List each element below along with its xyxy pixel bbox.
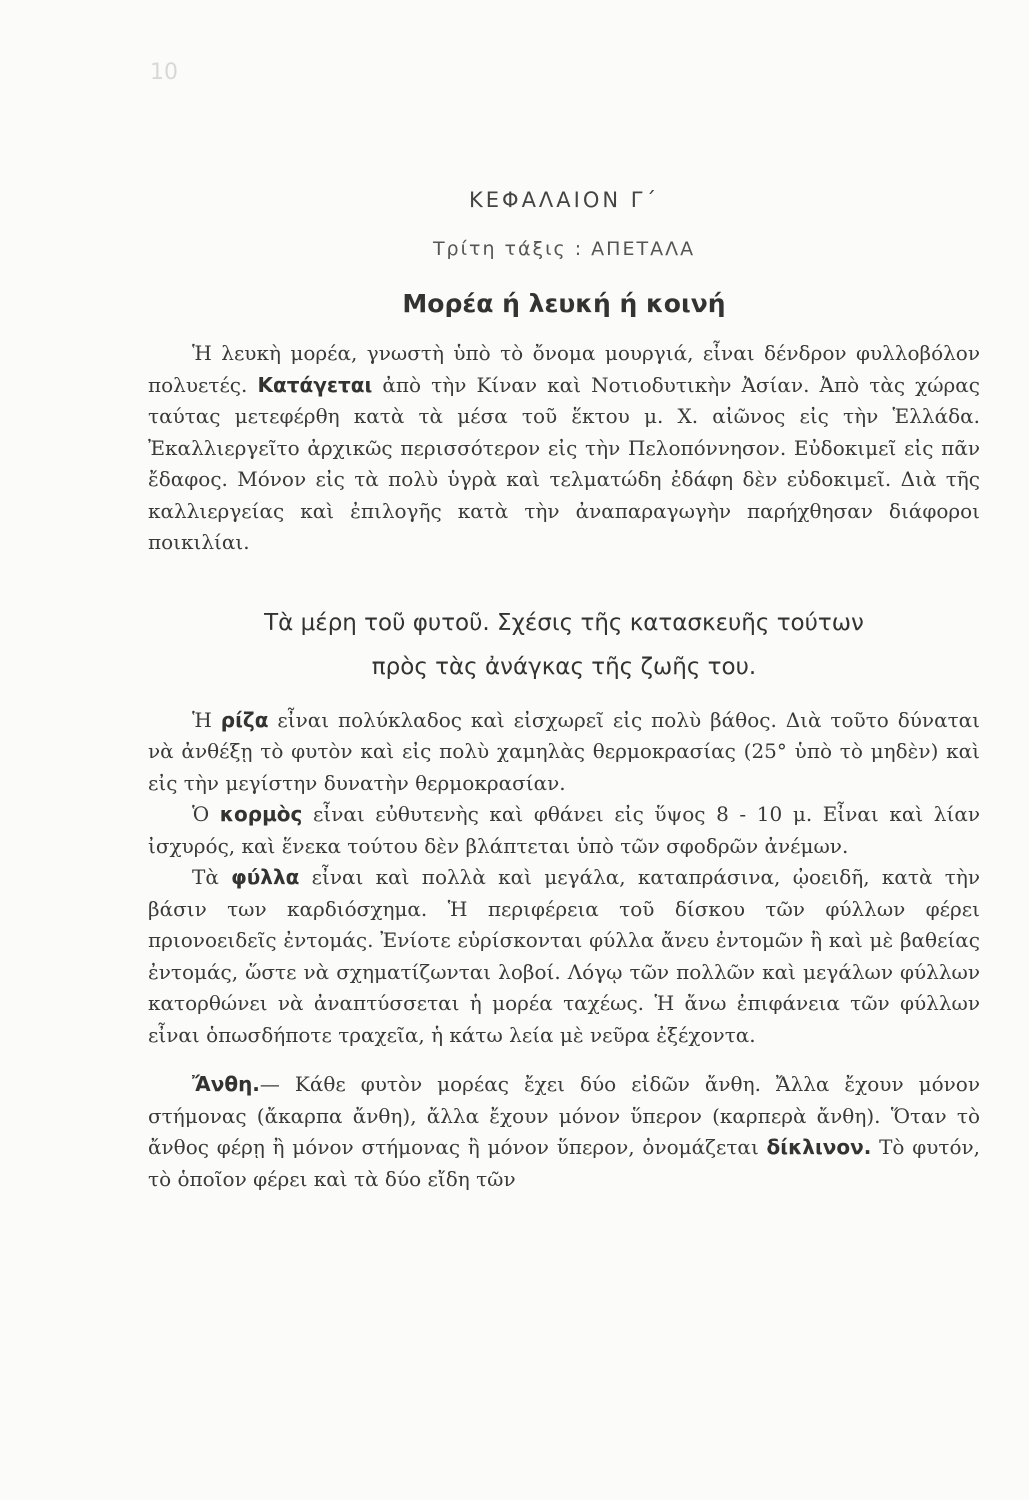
plant-parts-heading-line2: πρὸς τὰς ἀνάγκας τῆς ζωῆς του.: [371, 653, 757, 680]
root-text-a: Ἡ: [192, 707, 212, 732]
page-body: [148, 180, 980, 1195]
intro-text-a: Ἡ λευκὴ μορέα, γνωστὴ ὑπὸ τὸ ὄνομα μουργιά, εἶναι δένδρον φυλλοβόλον πολυετές.: [148, 341, 980, 397]
plant-parts-heading-line1: Τὰ μέρη τοῦ φυτοῦ. Σχέσις τῆς κατασκευῆς τούτων: [264, 609, 864, 636]
leaves-text-b: εἶναι καὶ πολλὰ καὶ μεγάλα, καταπράσινα, ᾠοειδῆ, κατὰ τὴν βάσιν των καρδιόσχημα. Ἡ περιφέρεια τοῦ δίσκου τῶν φύλλων φέρει πριονοειδεῖς ἐντομάς. Ἐνίοτε εὑρίσκονται φύλλα ἄνευ ἐντομῶν ἢ καὶ μὲ βαθείας ἐντομάς, ὥστε νὰ σχηματίζωνται λοβοί. Λόγῳ τῶν πολλῶν καὶ μεγάλων φύλλων κατορθώνει νὰ ἀναπτύσσεται ἡ μορέα ταχέως. Ἡ ἄνω ἐπιφάνεια τῶν φύλλων εἶναι ὁπωσδήποτε τραχεῖα, ἡ κάτω λεία μὲ νεῦρα ἐξέχοντα.: [148, 865, 980, 1047]
order-subtitle: Τρίτη τάξις : ΑΠΕΤΑΛΑ: [432, 238, 696, 260]
trunk-paragraph: [148, 799, 980, 862]
dicline-keyword: δίκλινον.: [766, 1135, 872, 1159]
intro-text-b: ἀπὸ τὴν Κίναν καὶ Νοτιοδυτικὴν Ἀσίαν. Ἀπὸ τὰς χώρας ταύτας μετεφέρθη κατὰ τὰ μέσα τοῦ ἕκτου μ. Χ. αἰῶνος εἰς τὴν Ἑλλάδα. Ἐκαλλιεργεῖτο ἀρχικῶς περισσότερον εἰς τὴν Πελοπόννησον. Εὐδοκιμεῖ εἰς πᾶν ἔδαφος. Μόνον εἰς τὰ πολὺ ὑγρὰ καὶ τελματώδη ἐδάφη δὲν εὐδοκιμεῖ. Διὰ τῆς καλλιεργείας καὶ ἐπιλογῆς κατὰ τὴν ἀναπαραγωγὴν παρήχθησαν διάφοροι ποικιλίαι.: [148, 372, 981, 554]
plant-parts-heading: [148, 601, 980, 689]
leaves-paragraph: [148, 862, 980, 1051]
flowers-text-a: — Κάθε φυτὸν μορέας ἔχει δύο εἰδῶν ἄνθη. Ἄλλα ἔχουν μόνον στήμονας (ἄκαρπα ἄνθη), ἄλλα ἔχουν μόνον ὕπερον (καρπερὰ ἄνθη). Ὅταν τὸ ἄνθος φέρῃ ἢ μόνον στήμονας ἢ μόνον ὕπερον, ὀνομάζεται: [148, 1072, 980, 1159]
leaves-keyword: φύλλα: [231, 865, 300, 889]
section-title: Μορέα ή λευκή ή κοινή: [402, 289, 726, 318]
leaves-text-a: Τὰ: [192, 865, 219, 889]
root-paragraph: [148, 705, 980, 800]
root-keyword: ρίζα: [220, 707, 269, 732]
trunk-text-b: εἶναι εὐθυτενὴς καὶ φθάνει εἰς ὕψος 8 - 10 μ. Εἶναι καὶ λίαν ἰσχυρός, καὶ ἕνεκα τούτου δὲν βλάπτεται ὑπὸ τῶν σφοδρῶν ἀνέμων.: [148, 802, 980, 858]
flowers-text-b: Τὸ φυτόν, τὸ ὁποῖον φέρει καὶ τὰ δύο εἴδη τῶν: [148, 1135, 981, 1191]
chapter-heading: ΚΕΦΑΛΑΙΟΝ Γ΄: [469, 188, 659, 212]
intro-keyword: Κατάγεται: [257, 372, 373, 397]
flowers-keyword: Ἄνθη.: [192, 1072, 260, 1096]
page-number: 10: [150, 60, 178, 85]
intro-paragraph: [148, 338, 980, 559]
trunk-text-a: Ὁ: [192, 802, 210, 826]
root-text-b: εἶναι πολύκλαδος καὶ εἰσχωρεῖ εἰς πολὺ βάθος. Διὰ τοῦτο δύναται νὰ ἀνθέξῃ τὸ φυτὸν καὶ εἰς πολὺ χαμηλὰς θερμοκρασίας (25° ὑπὸ τὸ μηδὲν) καὶ εἰς τὴν μεγίστην δυνατὴν θερμοκρασίαν.: [148, 707, 980, 795]
trunk-keyword: κορμὸς: [219, 802, 303, 826]
flowers-paragraph: [148, 1069, 980, 1195]
